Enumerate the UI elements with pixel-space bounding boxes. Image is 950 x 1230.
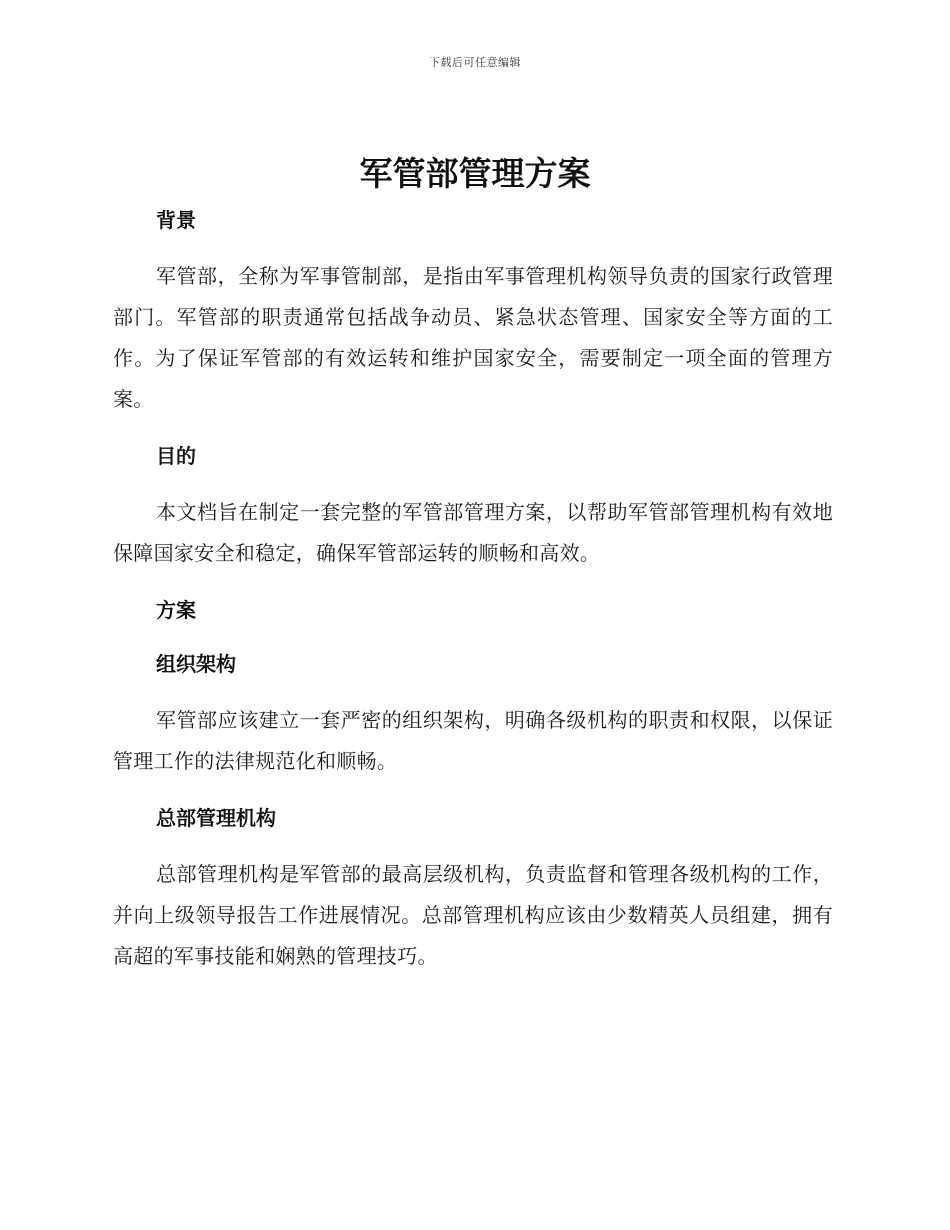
document-title: 军管部管理方案 [359, 154, 591, 193]
section-paragraph-background: 军管部，全称为军事管制部，是指由军事管理机构领导负责的国家行政管理部门。军管部的职责通常包括战争动员、紧急状态管理、国家安全等方面的工作。为了保证军管部的有效运转和维护国家安全，需要制定一项全面的管理方案。 [113, 264, 833, 411]
header-note: 下载后可任意编辑 [429, 56, 521, 69]
section-heading-organization: 组织架构 [156, 652, 236, 676]
section-paragraph-purpose: 本文档旨在制定一套完整的军管部管理方案，以帮助军管部管理机构有效地保障国家安全和稳定，确保军管部运转的顺畅和高效。 [113, 500, 833, 565]
section-paragraph-headquarters: 总部管理机构是军管部的最高层级机构，负责监督和管理各级机构的工作，并向上级领导报告工作进展情况。总部管理机构应该由少数精英人员组建，拥有高超的军事技能和娴熟的管理技巧。 [113, 862, 833, 968]
section-heading-background: 背景 [156, 208, 196, 232]
section-heading-purpose: 目的 [156, 444, 196, 468]
document-body [113, 202, 833, 977]
section-paragraph-organization: 军管部应该建立一套严密的组织架构，明确各级机构的职责和权限，以保证管理工作的法律规范化和顺畅。 [113, 708, 833, 773]
section-heading-plan: 方案 [156, 598, 196, 622]
section-heading-headquarters: 总部管理机构 [156, 806, 276, 830]
